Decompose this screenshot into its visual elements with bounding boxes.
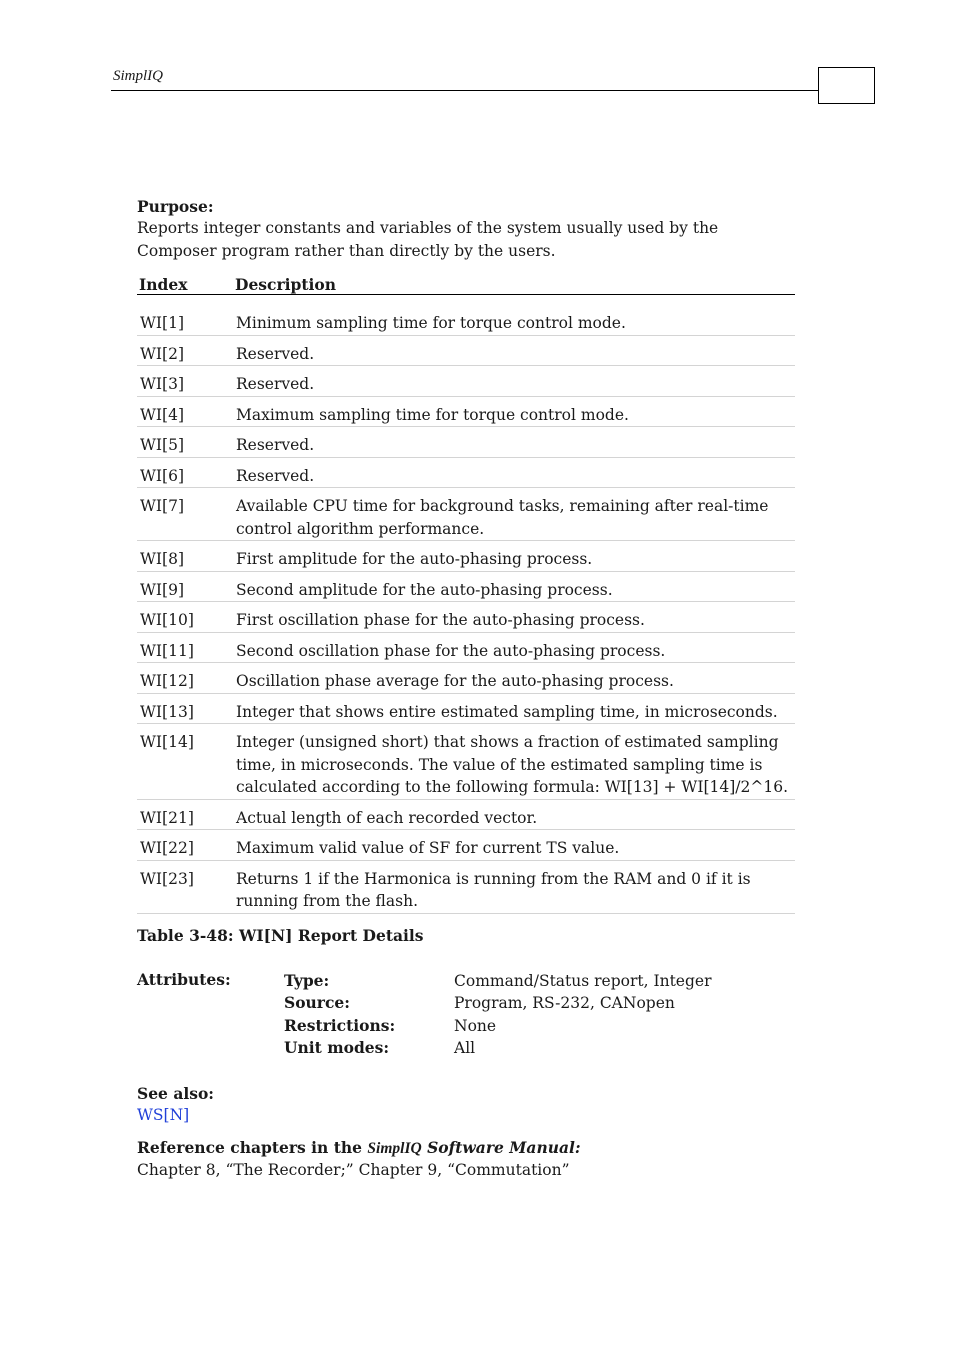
attributes-block	[137, 970, 795, 1060]
table-row	[137, 427, 795, 458]
see-also-section	[137, 1084, 795, 1126]
row-description: Reserved.	[233, 366, 795, 397]
attribute-key: Source:	[284, 993, 350, 1012]
row-description: Maximum valid value of SF for current TS value.	[233, 830, 795, 861]
row-description: Actual length of each recorded vector.	[233, 799, 795, 830]
row-index: WI[22]	[137, 830, 233, 861]
row-description: Reserved.	[233, 427, 795, 458]
reference-label	[137, 1138, 795, 1159]
row-description: First amplitude for the auto-phasing process.	[233, 541, 795, 572]
column-header-index: Index	[137, 272, 233, 295]
row-index: WI[23]	[137, 860, 233, 913]
row-index: WI[5]	[137, 427, 233, 458]
attributes-label: Attributes:	[137, 969, 231, 989]
row-index: WI[2]	[137, 335, 233, 366]
reference-suffix: Software Manual:	[421, 1137, 581, 1157]
attribute-value: Program, RS-232, CANopen	[454, 994, 675, 1012]
row-description: Oscillation phase average for the auto-phasing process.	[233, 663, 795, 694]
table-row	[137, 396, 795, 427]
row-description: Integer that shows entire estimated sampling time, in microseconds.	[233, 693, 795, 724]
table-row	[137, 366, 795, 397]
header-rule	[111, 90, 819, 91]
table-row	[137, 830, 795, 861]
running-header-title: SimplIQ	[113, 68, 163, 84]
table-row	[137, 693, 795, 724]
row-description: Returns 1 if the Harmonica is running from the RAM and 0 if it is running from the flash.	[233, 860, 795, 913]
row-index: WI[13]	[137, 693, 233, 724]
purpose-text: Reports integer constants and variables of the system usually used by the Composer program rather than directly by the users.	[137, 219, 719, 260]
attribute-key: Unit modes:	[284, 1038, 390, 1057]
page-content	[137, 197, 795, 1182]
row-description: Reserved.	[233, 457, 795, 488]
page-number-box	[818, 67, 875, 104]
table-row	[137, 305, 795, 335]
wi-details-table	[137, 272, 795, 914]
attribute-value: All	[454, 1039, 476, 1057]
table-row	[137, 488, 795, 541]
row-index: WI[3]	[137, 366, 233, 397]
row-description: Integer (unsigned short) that shows a fraction of estimated sampling time, in microseconds. The value of the estimated sampling time is calculated according to the following formula: WI[13] + WI[14]/2^16.	[233, 724, 795, 800]
attribute-key: Restrictions:	[284, 1015, 396, 1035]
table-row	[137, 663, 795, 694]
table-row	[137, 602, 795, 633]
row-description: Reserved.	[233, 335, 795, 366]
column-header-description: Description	[233, 272, 795, 295]
attribute-row	[284, 992, 795, 1015]
row-description: Minimum sampling time for torque control mode.	[233, 305, 795, 335]
table-row	[137, 541, 795, 572]
row-description: Second oscillation phase for the auto-phasing process.	[233, 632, 795, 663]
row-index: WI[9]	[137, 571, 233, 602]
row-description: Available CPU time for background tasks, remaining after real-time control algorithm performance.	[233, 488, 795, 541]
attribute-row	[284, 970, 795, 993]
row-index: WI[12]	[137, 663, 233, 694]
row-index: WI[6]	[137, 457, 233, 488]
table-row	[137, 457, 795, 488]
row-index: WI[8]	[137, 541, 233, 572]
row-index: WI[4]	[137, 396, 233, 427]
table-caption: Table 3-48: WI[N] Report Details	[137, 925, 424, 945]
attribute-value: None	[454, 1016, 497, 1035]
row-index: WI[21]	[137, 799, 233, 830]
row-description: First oscillation phase for the auto-phasing process.	[233, 602, 795, 633]
table-row	[137, 799, 795, 830]
row-index: WI[1]	[137, 305, 233, 335]
reference-text: Chapter 8, “The Recorder;” Chapter 9, “Commutation”	[137, 1160, 570, 1179]
table-row	[137, 724, 795, 800]
row-index: WI[10]	[137, 602, 233, 633]
ws-n-link[interactable]: WS[N]	[137, 1105, 190, 1124]
purpose-label: Purpose:	[137, 197, 214, 216]
reference-prefix: Reference chapters in the	[137, 1137, 368, 1157]
attribute-key: Type:	[284, 970, 330, 990]
row-index: WI[14]	[137, 724, 233, 800]
table-row	[137, 571, 795, 602]
reference-brand: SimplIQ	[367, 1139, 422, 1157]
table-row	[137, 860, 795, 913]
attribute-value: Command/Status report, Integer	[454, 971, 712, 990]
row-index: WI[11]	[137, 632, 233, 663]
attribute-row	[284, 1015, 795, 1038]
reference-section	[137, 1138, 795, 1182]
attribute-row	[284, 1037, 795, 1060]
table-row	[137, 632, 795, 663]
table-row	[137, 335, 795, 366]
row-index: WI[7]	[137, 488, 233, 541]
row-description: Maximum sampling time for torque control mode.	[233, 396, 795, 427]
row-description: Second amplitude for the auto-phasing process.	[233, 571, 795, 602]
see-also-label: See also:	[137, 1083, 215, 1103]
